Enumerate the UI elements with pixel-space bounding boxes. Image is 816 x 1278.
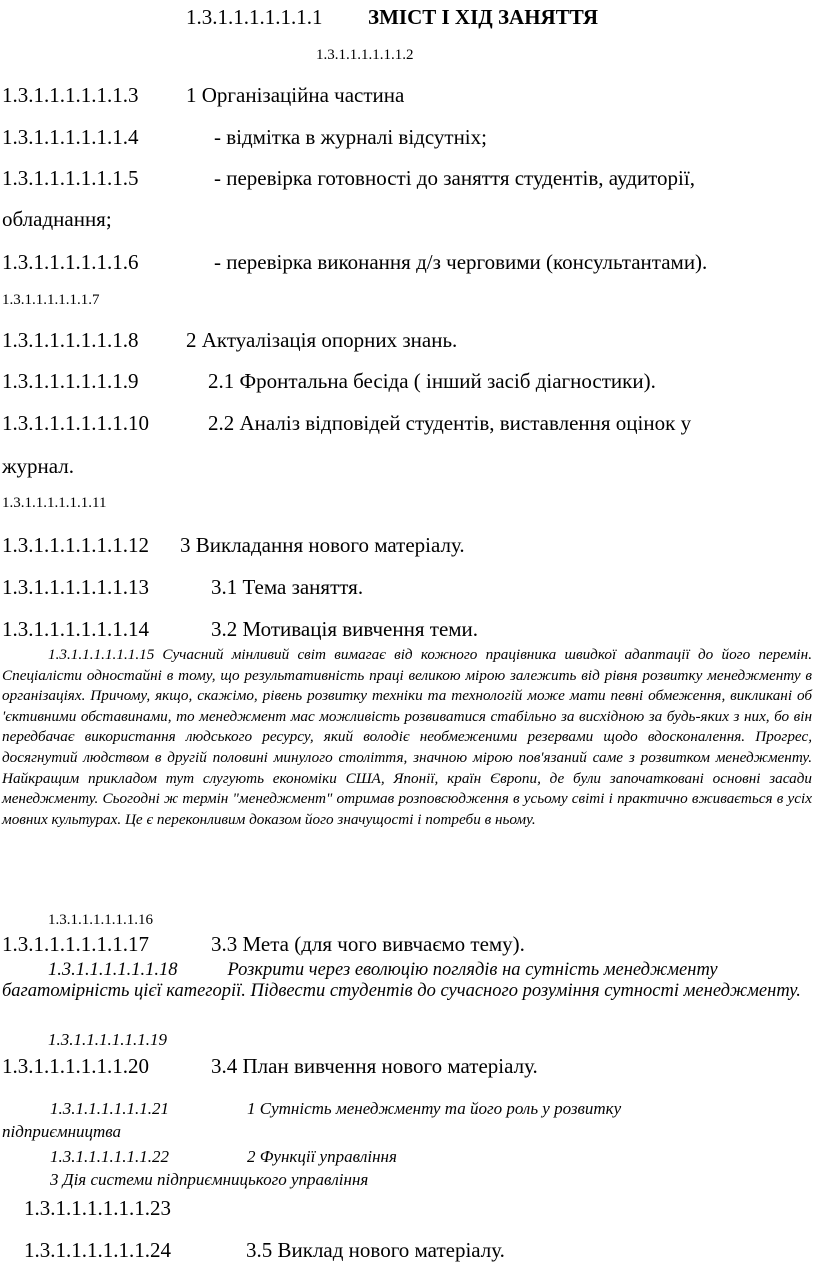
list-item: 3.3 Мета (для чого вивчаємо тему). — [211, 932, 525, 956]
heading-number: 1.3.1.1.1.1.1.1.22 — [50, 1147, 169, 1166]
section-heading: 2 Актуалізація опорних знань. — [186, 328, 458, 352]
heading-number: 1.3.1.1.1.1.1.1.16 — [48, 912, 153, 928]
list-item: - перевірка готовності до заняття студентів, аудиторії, — [214, 166, 695, 190]
heading-number: 1.3.1.1.1.1.1.1.9 — [2, 369, 139, 393]
paragraph-text: Сучасний мінливий світ вимагає від кожного працівника швидкої адаптації до його перемін. Спеціалісти одностайні в тому, що результативність праці великою мірою залежить від рівня розвитку менеджменту в організаціях. Причому, якщо, скажімо, рівень розвитку техніки та технологій може мати певні обмеження, викликані об 'єктивними обставинами, то менеджмент мас можливість розвиватися стабільно за висхідною за будь-яких з них, бо він передбачає використання людського ресурсу, який володіє необмеженими резервами щодо вдосконалення. Прогрес, досягнутий людством в другій половині минулого століття, значною мірою пов'язаний саме з розвитком менеджменту. Найкращим прикладом тут слугують економіки США, Японії, країн Європи, де були започатковані основні засади менеджменту. Сьогодні ж термін "менеджмент" отримав розповсюдження в усьому світі і практично вживається в усіх мовних культурах. Це є переконливим доказом його значущості і потреби в ньому. — [2, 646, 812, 828]
heading-number: 1.3.1.1.1.1.1.1.8 — [2, 328, 139, 352]
section-heading: 3 Викладання нового матеріалу. — [180, 533, 465, 557]
motivation-paragraph — [2, 645, 812, 830]
list-item-continuation: журнал. — [2, 454, 74, 478]
list-item-continuation: обладнання; — [2, 207, 112, 231]
paragraph-number: 1.3.1.1.1.1.1.1.18 — [48, 960, 178, 980]
list-item: - перевірка виконання д/з черговими (консультантами). — [214, 250, 708, 274]
paragraph-number: 1.3.1.1.1.1.1.1.15 — [48, 646, 155, 663]
paragraph-text: Розкрити через еволюцію поглядів на сутність менеджменту багатомірність цієї категорії. Підвести студентів до сучасного розуміння сутності менеджменту. — [2, 960, 801, 1001]
heading-number: 1.3.1.1.1.1.1.1.11 — [2, 495, 107, 511]
heading-number: 1.3.1.1.1.1.1.1.2 — [316, 47, 414, 63]
heading-number: 1.3.1.1.1.1.1.1.10 — [2, 411, 149, 435]
heading-number: 1.3.1.1.1.1.1.1.7 — [2, 292, 100, 308]
list-item: 3.2 Мотивація вивчення теми. — [211, 617, 479, 641]
goal-paragraph — [2, 960, 812, 1002]
list-item: - відмітка в журналі відсутніх; — [214, 125, 487, 149]
heading-number: 1.3.1.1.1.1.1.1.17 — [2, 932, 149, 956]
list-item: 3.5 Виклад нового матеріалу. — [246, 1238, 505, 1262]
plan-item: 2 Функції управління — [247, 1147, 397, 1166]
heading-number: 1.3.1.1.1.1.1.1.12 — [2, 533, 149, 557]
heading-number: 1.3.1.1.1.1.1.1.4 — [2, 125, 139, 149]
heading-number: 1.3.1.1.1.1.1.1.14 — [2, 617, 149, 641]
title-number: 1.3.1.1.1.1.1.1.1 — [186, 5, 323, 29]
heading-number: 1.3.1.1.1.1.1.1.24 — [24, 1238, 171, 1262]
page-title: ЗМІСТ І ХІД ЗАНЯТТЯ — [368, 5, 599, 29]
plan-item-continuation: підприємництва — [2, 1122, 122, 1141]
heading-number: 1.3.1.1.1.1.1.1.21 — [50, 1099, 169, 1118]
list-item: 2.1 Фронтальна бесіда ( інший засіб діагностики). — [208, 369, 656, 393]
heading-number: 1.3.1.1.1.1.1.1.13 — [2, 575, 149, 599]
heading-number: 1.3.1.1.1.1.1.1.19 — [48, 1030, 167, 1049]
list-item: 3.1 Тема заняття. — [211, 575, 364, 599]
heading-number: 1.3.1.1.1.1.1.1.6 — [2, 250, 139, 274]
plan-item: 3 Дія системи підприємницького управління — [50, 1170, 369, 1189]
heading-number: 1.3.1.1.1.1.1.1.5 — [2, 166, 139, 190]
section-heading: 1 Організаційна частина — [186, 83, 405, 107]
heading-number: 1.3.1.1.1.1.1.1.3 — [2, 83, 139, 107]
list-item: 3.4 План вивчення нового матеріалу. — [211, 1054, 538, 1078]
plan-item: 1 Сутність менеджменту та його роль у розвитку — [247, 1099, 622, 1118]
list-item: 2.2 Аналіз відповідей студентів, виставлення оцінок у — [208, 411, 692, 435]
heading-number: 1.3.1.1.1.1.1.1.23 — [24, 1196, 171, 1220]
heading-number: 1.3.1.1.1.1.1.1.20 — [2, 1054, 149, 1078]
